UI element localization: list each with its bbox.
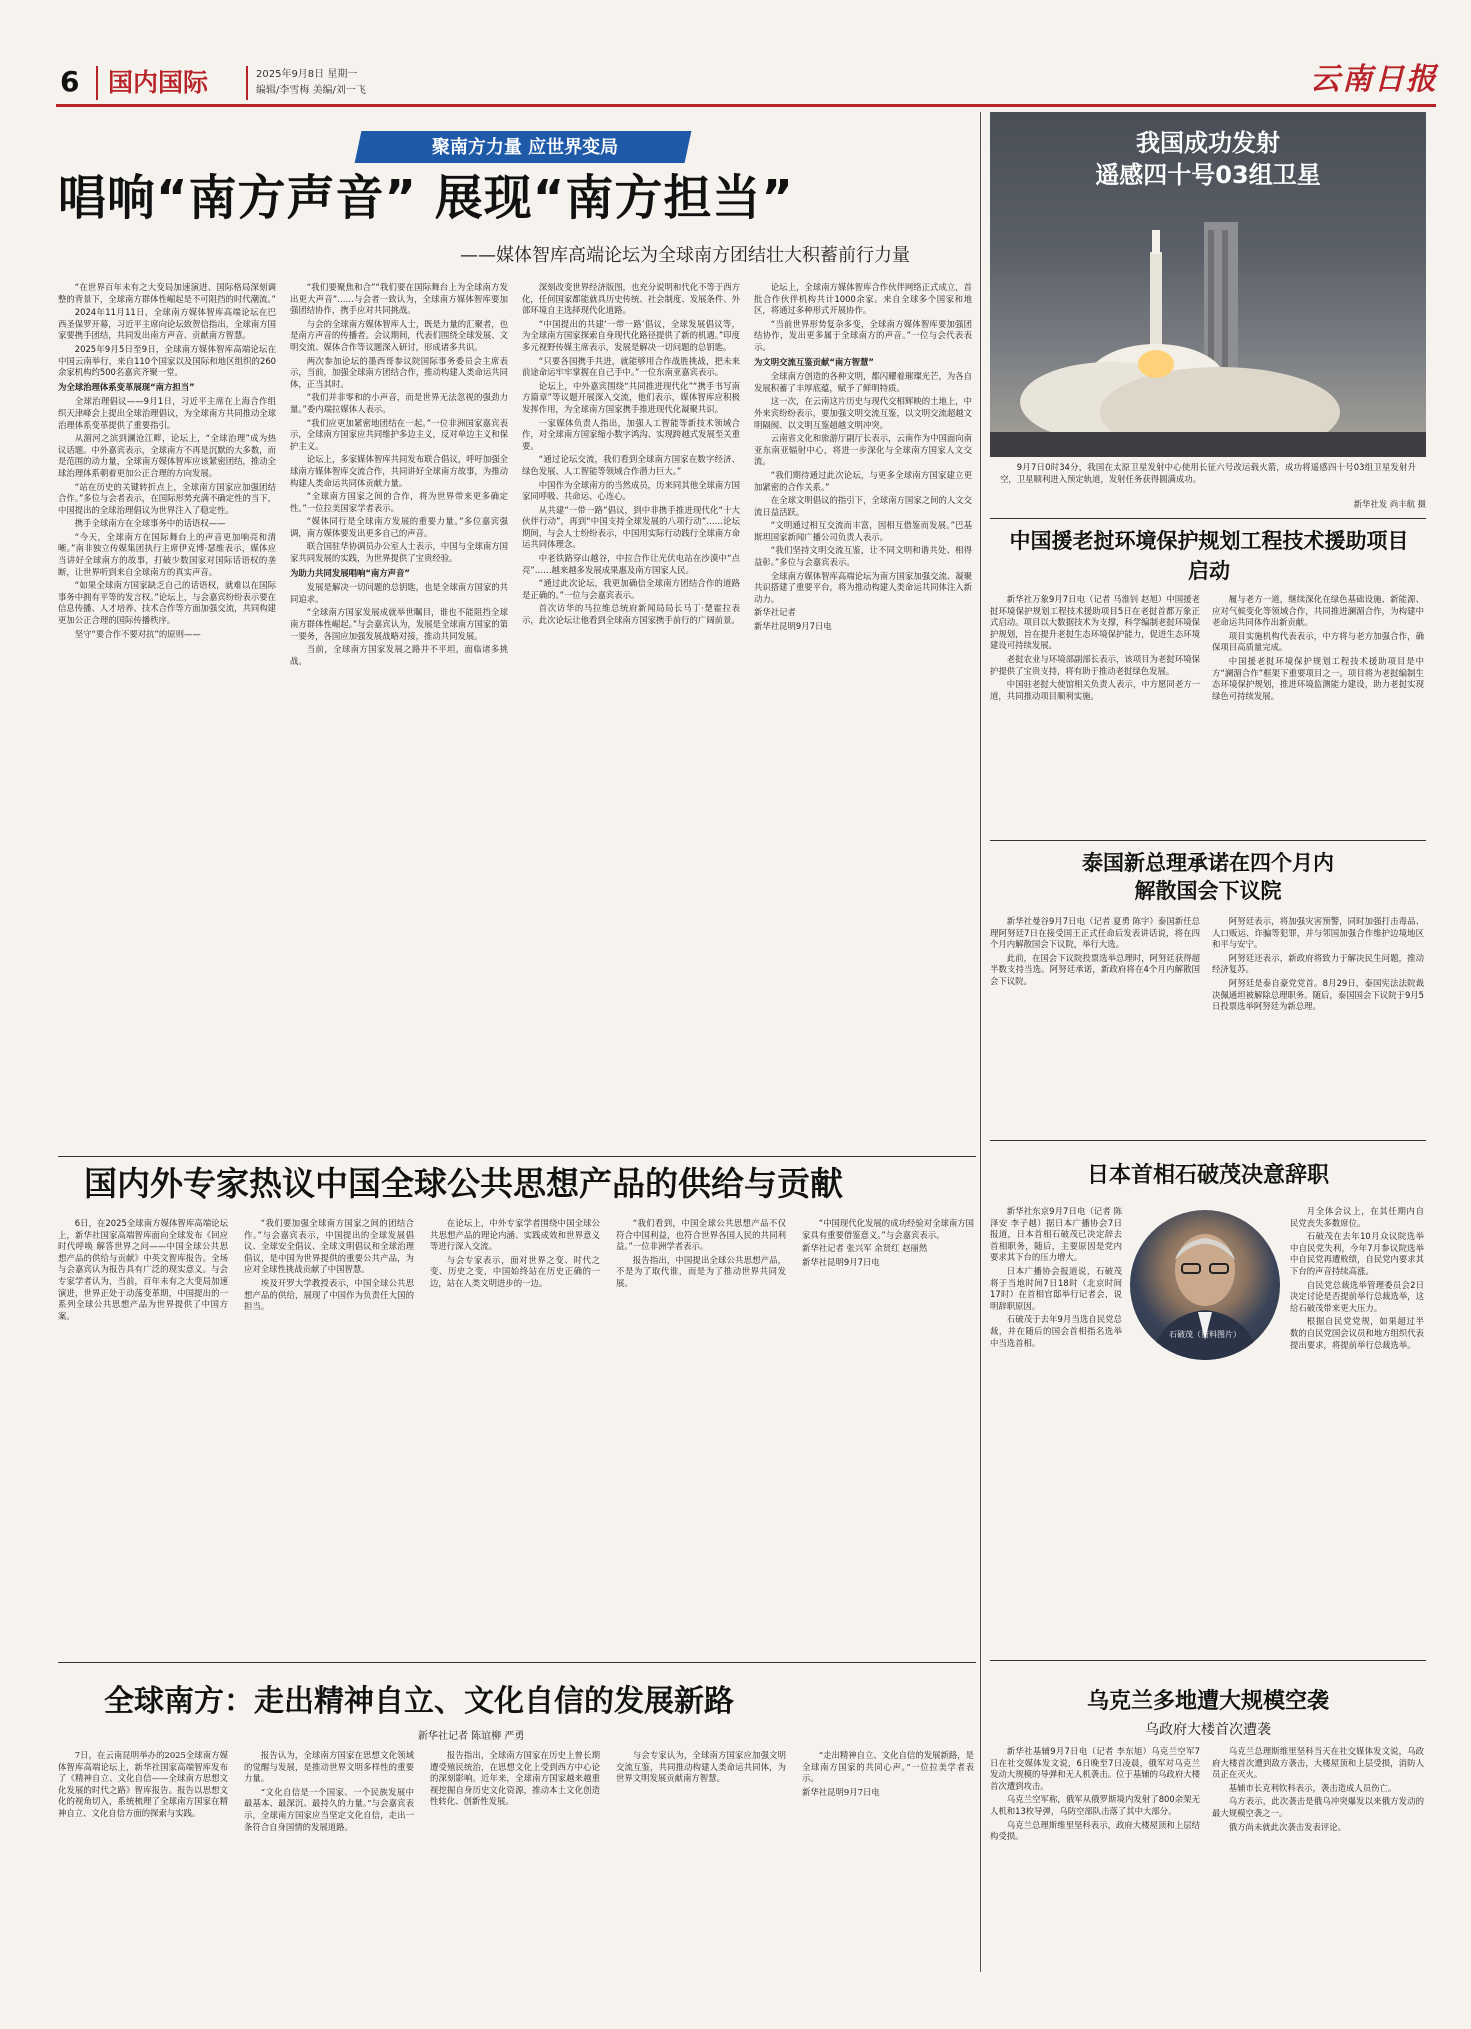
section-title: 国内国际 [108,68,209,97]
paragraph: 根据自民党党规，如果超过半数的自民党国会议员和地方组织代表提出要求，将提前举行总裁选举。 [1290,1316,1424,1350]
paragraph: 老挝农业与环境部副部长表示，该项目为老挝环境保护提供了宝贵支持，将有助于推动老挝绿色发展。 [990,653,1200,676]
paragraph: 一家媒体负责人指出，加强人工智能等新技术领域合作，对全球南方国家缩小数字鸿沟、实现跨越式发展至关重要。 [522,417,740,451]
editors: 编辑/李雪梅 美编/刘一飞 [256,85,366,96]
paragraph: “全球南方国家之间的合作，将为世界带来更多确定性。”一位拉美国家学者表示。 [290,491,508,513]
paragraph: 2024年11月11日，全球南方媒体智库高端论坛在巴西圣保罗开幕，习近平主席向论坛致贺信指出，全球南方国家要携手团结，共同发出南方声音、贡献南方智慧。 [58,307,276,341]
page-number: 6 [60,65,80,98]
thailand-headline-1: 泰国新总理承诺在四个月内 [1082,851,1334,875]
paragraph: 乌克兰总理斯维里坚科当天在社交媒体发文说，乌政府大楼首次遭到敌方袭击，大楼屋顶和上层受损，消防人员正在灭火。 [1212,1746,1424,1780]
paragraph: “我们看到，中国全球公共思想产品不仅符合中国利益，也符合世界各国人民的共同利益。”一位非洲学者表示。 [616,1218,786,1252]
lead-col-4 [754,282,972,1154]
china-aid-body [990,594,1426,834]
paragraph: 与会专家表示，面对世界之变、时代之变、历史之变，中国始终站在历史正确的一边，站在人类文明进步的一边。 [430,1254,600,1288]
experts-col-4 [616,1218,786,1660]
lead-story-subheadline: ——媒体智库高端论坛为全球南方团结壮大积蓄前行力量 [460,245,910,266]
paragraph: “全球南方国家发展成就举世瞩目，谁也不能阻挡全球南方群体性崛起。”与会嘉宾认为，发展是全球南方国家的第一要务，各国应加强发展战略对接，推动共同发展。 [290,607,508,641]
paragraph: 这一次，在云南这片历史与现代交相辉映的土地上，中外来宾纷纷表示，要加强文明交流互鉴，以文明交流超越文明隔阂、以文明互鉴超越文明冲突。 [754,396,972,430]
paragraph: 报告指出，全球南方国家在历史上曾长期遭受殖民统治，在思想文化上受到西方中心论的深刻影响。近年来，全球南方国家越来越重视挖掘自身历史文化资源，推动本土文化创造性转化、创新性发展。 [430,1750,600,1807]
lead-col-3 [522,282,740,1154]
paragraph: 报告认为，全球南方国家在思想文化领域的觉醒与发展，是推动世界文明多样性的重要力量。 [244,1750,414,1784]
paragraph: 首次访华的马拉维总统府新闻局局长马丁·楚霍拉表示，此次论坛让他看到全球南方国家携手前行的广阔前景。 [522,603,740,626]
paragraph: 中国援老挝环境保护规划工程技术援助项目是中方“澜湄合作”框架下重要项目之一。项目将为老挝编制生态环境保护规划，推进环境监测能力建设，助力老挝实现绿色可持续发展。 [1212,655,1424,701]
ukraine-col-2 [1212,1746,1424,1970]
section-divider [246,66,248,100]
paragraph: 履与老方一道，继续深化在绿色基础设施、新能源、应对气候变化等领域合作，共同推进澜湄合作，为构建中老命运共同体作出新贡献。 [1212,594,1424,628]
experts-headline: 国内外专家热议中国全球公共思想产品的供给与贡献 [84,1164,843,1203]
paragraph: “媒体同行是全球南方发展的重要力量。”多位嘉宾强调，南方媒体要发出更多自己的声音。 [290,516,508,538]
paper-logo: 云南日报 [1310,62,1438,97]
thailand-col-1 [990,916,1200,1134]
ukraine-col-1 [990,1746,1200,1970]
photo-caption: 9月7日0时34分，我国在太原卫星发射中心使用长征六号改运载火箭，成功将遥感四十号03组卫星发射升空，卫星顺利进入预定轨道，发射任务获得圆满成功。 [1000,462,1416,484]
paragraph: “当前世界形势复杂多变，全球南方媒体智库要加强团结协作，发出更多属于全球南方的声音。”一位与会代表表示。 [754,318,972,352]
photo-credit: 新华社发 尚丰航 摄 [1353,499,1426,509]
lead-subhead-1: 为全球治理体系变革展现“南方担当” [58,381,195,392]
paragraph: 论坛上，多家媒体智库共同发布联合倡议，呼吁加强全球南方媒体智库交流合作，共同讲好全球南方故事，为推动构建人类命运共同体贡献力量。 [290,454,508,488]
ukraine-subheadline: 乌政府大楼首次遭袭 [1145,1722,1271,1738]
paragraph: 中老铁路穿山越谷，中拉合作让光伏电站在沙漠中“点亮”……越来越多发展成果惠及南方国家人民。 [522,553,740,575]
paragraph: 新华社曼谷9月7日电（记者 夏勇 陈宇）泰国新任总理阿努廷7日在接受国王正式任命后发表讲话说，将在四个月内解散国会下议院，举行大选。 [990,916,1200,950]
paragraph: 携手全球南方在全球事务中的话语权—— [74,518,226,529]
lead-subhead-2: 为助力共同发展唱响“南方声音” [290,567,410,578]
paragraph: 7日，在云南昆明举办的2025全球南方媒体智库高端论坛上，新华社国家高端智库发布了《精神自立、文化自信——全球南方思想文化发展的时代之路》智库报告。报告以思想文化的视角切入，系统梳理了全球南方国家在精神自立、文化自信方面的探索与实践。 [58,1750,228,1818]
dateline: 新华社昆明9月7日电 [802,1786,880,1797]
dateline: 新华社昆明9月7日电 [754,621,832,632]
paragraph: 联合国驻华协调员办公室人士表示，中国与全球南方国家共同发展的实践，为世界提供了宝贵经验。 [290,541,508,564]
paragraph: “文化自信是一个国家、一个民族发展中最基本、最深沉、最持久的力量。”与会嘉宾表示，全球南方国家应当坚定文化自信，走出一条符合自身国情的发展道路。 [244,1786,414,1832]
section-divider [990,840,1426,841]
paragraph: 全球治理倡议——9月1日，习近平主席在上海合作组织天津峰会上提出全球治理倡议，为全球南方共同推动全球治理体系变革提供了重要指引。 [58,396,276,430]
paragraph: “在世界百年未有之大变局加速演进、国际格局深刻调整的背景下，全球南方群体性崛起是不可阻挡的时代潮流。” [58,282,276,304]
japan-col-2 [1290,1206,1424,1654]
experts-col-2 [244,1218,414,1660]
paragraph: “只要各国携手共进，就能够用合作战胜挑战，把未来前途命运牢牢掌握在自己手中。”一位东南亚嘉宾表示。 [522,355,740,378]
south-col-2 [244,1750,414,1970]
paragraph: 阿努廷还表示，新政府将致力于解决民生问题，推动经济复苏。 [1212,952,1424,975]
lead-subhead-3: 为文明交流互鉴贡献“南方智慧” [754,356,874,367]
section-divider [58,1662,976,1663]
dateline: 新华社昆明9月7日电 [802,1256,880,1267]
experts-col-1 [58,1218,228,1660]
paragraph: “站在历史的关键转折点上，全球南方国家应加强团结合作。”多位与会者表示，在国际形势充满不确定性的当下，中国提出的全球治理倡议为世界注入了稳定性。 [58,481,276,515]
ukraine-body [990,1746,1426,1970]
south-col-3 [430,1750,600,1970]
paragraph: 6日，在2025全球南方媒体智库高端论坛上，新华社国家高端智库面向全球发布《回应时代呼唤 解答世界之问——中国全球公共思想产品的供给与贡献》中英文智库报告。全场与会嘉宾认为报告具有广泛的现实意义。与会专家学者认为，当前，百年未有之大变局加速演进，世界正处于动荡变革期，中国提出的一系列全球公共思想产品为世界提供了中国方案。 [58,1218,228,1321]
paragraph: 2025年9月5日至9日，全球南方媒体智库高端论坛在中国云南举行，来自110个国家以及国际和地区组织的260余家机构约500名嘉宾齐聚一堂。 [58,343,276,378]
masthead [0,0,1471,100]
china-aid-col-1 [990,594,1200,834]
paragraph: 乌方表示，此次袭击是俄乌冲突爆发以来俄方发动的最大规模空袭之一。 [1212,1796,1424,1818]
column-divider [980,112,981,1972]
paragraph: “我们并非零和的小声音，而是世界无法忽视的强劲力量。”委内瑞拉媒体人表示。 [290,392,508,414]
experts-body [58,1218,978,1660]
section-divider [990,518,1426,519]
paragraph: 新华社东京9月7日电（记者 陈泽安 李子越）据日本广播协会7日报道，日本首相石破茂已决定辞去首相职务，随后，主要原因是党内要求其下台的压力增大。 [990,1206,1122,1263]
paragraph: 两次参加论坛的墨西哥参议院国际事务委员会主席表示，当前，加强全球南方团结合作，推动构建人类命运共同体，正当其时。 [290,355,508,389]
paragraph: 全球南方创造的各种文明，都闪耀着璀璨光芒，为各自发展积蓄了丰厚底蕴，赋予了鲜明特质。 [754,371,972,393]
paragraph: 俄方尚未就此次袭击发表评论。 [1228,1821,1347,1832]
paragraph: 从共建“一带一路”倡议，到中非携手推进现代化“十大伙伴行动”，再到“中国支持全球发展的八项行动”……论坛期间，与会人士纷纷表示，中国用实际行动践行全球南方命运共同体理念。 [522,504,740,550]
paragraph: 报告指出，中国提出全球公共思想产品，不是为了取代谁，而是为了推动世界共同发展。 [616,1254,786,1288]
paragraph: 新华社万象9月7日电（记者 马淮钊 赵旭）中国援老挝环境保护规划工程技术援助项目5日在老挝首都万象正式启动。项目以大数据技术为支撑，科学编制老挝环境保护规划，旨在提升老挝生态环境保护能力，促进生态环境建设可持续发展。 [990,594,1200,651]
lead-col-1 [58,282,276,1154]
japan-col-1 [990,1206,1122,1654]
paragraph: “文明通过相互交流而丰富，因相互借鉴而发展。”巴基斯坦国家新闻广播公司负责人表示。 [754,520,972,542]
paragraph: 中国驻老挝大使馆相关负责人表示，中方愿同老方一道，共同推动项目顺利实施。 [990,679,1200,701]
paragraph: 论坛上，全球南方媒体智库合作伙伴网络正式成立，首批合作伙伴机构共计1000余家。来自全球多个国家和地区，将通过多种形式开展协作。 [754,282,972,316]
byline: 新华社记者 [754,607,796,618]
rocket-launch-photo [990,112,1426,457]
thailand-body [990,916,1426,1134]
south-body [58,1750,978,1970]
paragraph: “今天，全球南方在国际舞台上的声音更加响亮和清晰。”南非独立传媒集团执行主席伊克博·瑟维表示，媒体应当讲好全球南方的故事，打破少数国家对国际话语权的垄断，让世界听到来自全球南方的真实声音。 [58,531,276,577]
masthead-rule [56,104,1436,107]
paragraph: “我们坚持文明交流互鉴，让不同文明和谐共处、相得益彰。”多位与会嘉宾表示。 [754,545,972,568]
paragraph: “如果全球南方国家缺乏自己的话语权，就难以在国际事务中拥有平等的发言权。”论坛上，与会嘉宾纷纷表示要在信息传播、人才培养、技术合作等方面加强交流，共同构建更加公正合理的国际传播秩序。 [58,580,276,626]
paragraph: 在论坛上，中外专家学者围绕中国全球公共思想产品的理论内涵、实践成效和世界意义等进行深入交流。 [430,1218,600,1252]
paragraph: 日本广播协会报道说，石破茂将于当地时间7日18时（北京时间17时）在首相官邸举行记者会，说明辞职原因。 [990,1265,1122,1311]
paragraph: 深刻改变世界经济版图，也充分说明和代化不等于西方化，任何国家都能就具历史传统、社会制度、发展条件、外部环境自主选择现代化道路。 [522,282,740,316]
south-headline: 全球南方：走出精神自立、文化自信的发展新路 [104,1684,734,1719]
photo-headline-1: 我国成功发射 [1136,129,1280,157]
paragraph: 与会的全球南方媒体智库人士，既是力量的汇聚者，也是南方声音的传播者。会议期间，代表们围绕全球发展、文明交流、媒体合作等议题深入研讨，形成诸多共识。 [290,318,508,352]
paragraph: 从湄河之滨到澜沧江畔，论坛上，“全球治理”成为热议话题。中外嘉宾表示，全球南方不再是沉默的大多数，而是范围的动力量，全球南方媒体智库应该紧密团结，推动全球治理体系朝着更加公正合理的方向发展。 [58,433,276,478]
section-divider [990,1140,1426,1141]
byline: 新华社记者 张兴军 余贤红 赵丽然 [802,1243,928,1254]
paragraph: 阿努廷表示，将加强灾害预警，同时加强打击毒品、人口贩运、诈骗等犯罪，并与邻国加强合作维护边境地区和平与安宁。 [1212,916,1424,950]
paragraph: 全球南方媒体智库高端论坛为南方国家加强交流、凝聚共识搭建了重要平台，将为推动构建人类命运共同体注入新动力。 [754,570,972,604]
paragraph: 乌克兰总理斯维里坚科表示，政府大楼屋顶和上层结构受损。 [990,1819,1200,1842]
paragraph: “我们期待通过此次论坛，与更多全球南方国家建立更加紧密的合作关系。” [754,469,972,492]
china-aid-headline: 中国援老挝环境保护规划工程技术援助项目启动 [1009,529,1409,583]
japan-photo-caption: 石破茂（资料图片） [1169,1330,1241,1339]
lead-story-headline: 唱响“南方声音” 展现“南方担当” [58,170,794,226]
section-divider [990,1660,1426,1661]
paragraph: 与会专家认为，全球南方国家应加强文明交流互鉴，共同推动构建人类命运共同体，为世界文明发展贡献南方智慧。 [616,1750,786,1784]
paragraph: “通过论坛交流，我们看到全球南方国家在数字经济、绿色发展、人工智能等领域合作潜力巨大。” [522,454,740,476]
paragraph: 乌克兰空军称，俄军从俄罗斯境内发射了800余架无人机和13枚导弹，乌防空部队击落了其中大部分。 [990,1794,1200,1816]
paragraph: 当前，全球南方国家发展之路并不平坦，面临诸多挑战。 [290,644,508,666]
paragraph: 新华社基辅9月7日电（记者 李东旭）乌克兰空军7日在社交媒体发文说，6日晚至7日凌晨，俄军对乌克兰发动大规模的导弹和无人机袭击。位于基辅的乌政府大楼首次遭到攻击。 [990,1746,1200,1791]
lead-story-banner-text: 聚南方力量 应世界变局 [431,137,619,158]
thailand-headline-2: 解散国会下议院 [1134,879,1282,903]
paragraph: 基辅市长克利钦科表示，袭击造成人员伤亡。 [1228,1782,1397,1793]
paragraph: 此前，在国会下议院投票选举总理时，阿努廷获得超半数支持当选。阿努廷承诺，新政府将在4个月内解散国会下议院。 [990,952,1200,986]
photo-headline-2: 遥感四十号03组卫星 [1095,161,1321,189]
paragraph: “我们要聚焦和合”“我们要在国际舞台上为全球南方发出更大声音”……与会者一致认为，全球南方媒体智库要加强团结协作，携手应对共同挑战。 [290,282,508,316]
south-col-5 [802,1750,974,1970]
lead-story-body [58,282,978,1154]
japan-headline: 日本首相石破茂决意辞职 [1086,1163,1329,1188]
paragraph: “中国现代化发展的成功经验对全球南方国家具有重要借鉴意义。”与会嘉宾表示。 [802,1218,974,1240]
south-byline: 新华社记者 陈谊柳 严勇 [418,1731,525,1742]
paragraph: 坚守“要合作不要对抗”的原则—— [74,628,201,639]
experts-col-3 [430,1218,600,1660]
section-divider [96,66,98,100]
paragraph: “走出精神自立、文化自信的发展新路，是全球南方国家的共同心声。”一位拉美学者表示。 [802,1750,974,1784]
paragraph: 云南省文化和旅游厅副厅长表示，云南作为中国面向南亚东南亚辐射中心，将进一步深化与全球南方国家人文交流。 [754,433,972,467]
south-col-4 [616,1750,786,1970]
section-divider [58,1156,976,1157]
paragraph: 阿努廷是泰自豪党党首。8月29日，泰国宪法法院裁决佩通坦被解除总理职务。随后，泰国国会下议院于9月5日投票选举阿努廷为新总理。 [1212,977,1424,1012]
paragraph: 月全体会议上，在其任期内自民党丧失多数席位。 [1290,1206,1424,1228]
paragraph: 中国作为全球南方的当然成员，历来同其他全球南方国家同呼吸、共命运、心连心。 [522,479,740,502]
paragraph: 发展是解决一切问题的总钥匙，也是全球南方国家的共同追求。 [290,582,508,604]
issue-date: 2025年9月8日 星期一 [256,69,358,80]
paragraph: “我们要加强全球南方国家之间的团结合作。”与会嘉宾表示，中国提出的全球发展倡议、全球安全倡议、全球文明倡议和全球治理倡议，是中国为世界提供的重要公共产品，为应对全球性挑战贡献了中国智慧。 [244,1218,414,1275]
paragraph: 在全球文明倡议的指引下，全球南方国家之间的人文交流日益活跃。 [754,495,972,517]
paragraph: 石破茂于去年9月当选自民党总裁，并在随后的国会首相指名选举中当选首相。 [990,1314,1122,1348]
paragraph: “通过此次论坛，我更加确信全球南方团结合作的道路是正确的。”一位与会嘉宾表示。 [522,578,740,600]
experts-col-5 [802,1218,974,1660]
china-aid-col-2 [1212,594,1424,834]
paragraph: “中国提出的共建‘一带一路’倡议，全球发展倡议等，为全球南方国家探索自身现代化路径提供了新的机遇。”印度多元视野传媒主席表示，发展是解决一切问题的总钥匙。 [522,318,740,352]
paragraph: 石破茂在去年10月众议院选举中自民党失利，今年7月参议院选举中自民党再遭败绩，自民党内要求其下台的声音持续高涨。 [1290,1231,1424,1276]
thailand-col-2 [1212,916,1424,1134]
paragraph: 埃及开罗大学教授表示，中国全球公共思想产品的供给，展现了中国作为负责任大国的担当。 [244,1277,414,1312]
paragraph: 自民党总裁选举管理委员会2日决定讨论是否提前举行总裁选举，这给石破茂带来更大压力。 [1290,1279,1424,1313]
paragraph: 论坛上，中外嘉宾围绕“共同推进现代化”“携手书写南方篇章”等议题开展深入交流，他们表示，媒体智库应积极发挥作用，为全球南方国家携手推进现代化凝聚共识。 [522,380,740,414]
south-col-1 [58,1750,228,1970]
paragraph: “我们应更加紧密地团结在一起。”一位非洲国家嘉宾表示，全球南方国家应共同维护多边主义，反对单边主义和保护主义。 [290,417,508,451]
paragraph: 项目实施机构代表表示，中方将与老方加强合作，确保项目高质量完成。 [1212,630,1424,653]
lead-col-2 [290,282,508,1154]
japan-body [990,1206,1426,1654]
ukraine-headline: 乌克兰多地遭大规模空袭 [1086,1689,1329,1714]
